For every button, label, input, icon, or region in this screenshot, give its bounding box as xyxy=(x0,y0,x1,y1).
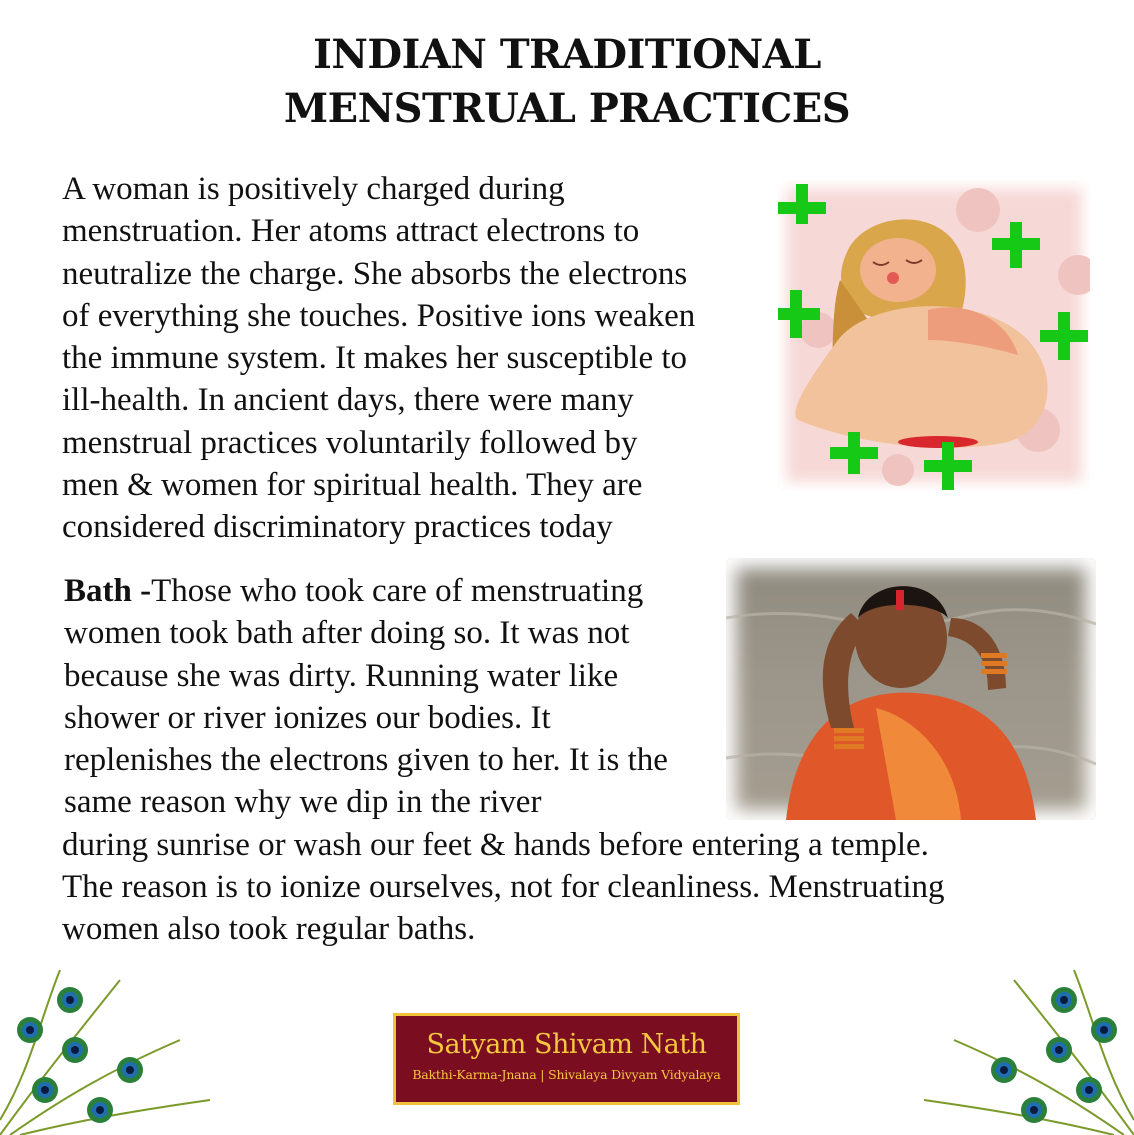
brand-logo xyxy=(393,1013,740,1105)
river-bath-photo xyxy=(726,558,1096,820)
bath-first-text: Those who took care of menstruating xyxy=(151,573,644,609)
intro-line: ill-health. In ancient days, there were many xyxy=(62,382,634,419)
peacock-feather-left-icon xyxy=(0,960,215,1135)
title-line-1: INDIAN TRADITIONAL xyxy=(313,31,821,78)
title-line-2: MENSTRUAL PRACTICES xyxy=(283,85,851,132)
intro-line: menstrual practices voluntarily followed by xyxy=(62,424,638,461)
woman-illustration-icon xyxy=(778,180,1090,490)
bath-wide-line: The reason is to ionize ourselves, not for cleanliness. Menstruating xyxy=(62,869,945,906)
intro-line: considered discriminatory practices today xyxy=(62,509,613,546)
intro-line: men & women for spiritual health. They are xyxy=(62,467,643,504)
brand-tagline: Bakthi-Karma-Jnana | Shivalaya Divyam Vidyalaya xyxy=(412,1067,721,1082)
intro-line: the immune system. It makes her susceptible to xyxy=(62,340,688,377)
bath-line: because she was dirty. Running water like xyxy=(64,657,619,694)
bath-line: women took bath after doing so. It was not xyxy=(64,615,630,652)
intro-line: of everything she touches. Positive ions weaken xyxy=(62,297,696,334)
intro-line: A woman is positively charged during xyxy=(62,171,565,207)
bathing-woman-icon xyxy=(726,558,1096,820)
peacock-feather-right-icon xyxy=(919,960,1134,1135)
page-title xyxy=(0,28,1134,136)
bath-heading: Bath - xyxy=(64,573,152,609)
intro-paragraph xyxy=(62,168,782,549)
bath-wide-line: women also took regular baths. xyxy=(62,911,476,948)
bath-wide-line: during sunrise or wash our feet & hands before entering a temple. xyxy=(62,826,929,863)
bath-line: shower or river ionizes our bodies. It xyxy=(64,699,551,736)
intro-line: neutralize the charge. She absorbs the electrons xyxy=(62,255,688,292)
bath-line: replenishes the electrons given to her. It is the xyxy=(64,742,668,779)
positive-charge-illustration xyxy=(778,180,1090,490)
intro-line: menstruation. Her atoms attract electrons to xyxy=(62,213,640,250)
brand-name: Satyam Shivam Nath xyxy=(426,1029,707,1060)
bath-line: same reason why we dip in the river xyxy=(64,784,542,821)
